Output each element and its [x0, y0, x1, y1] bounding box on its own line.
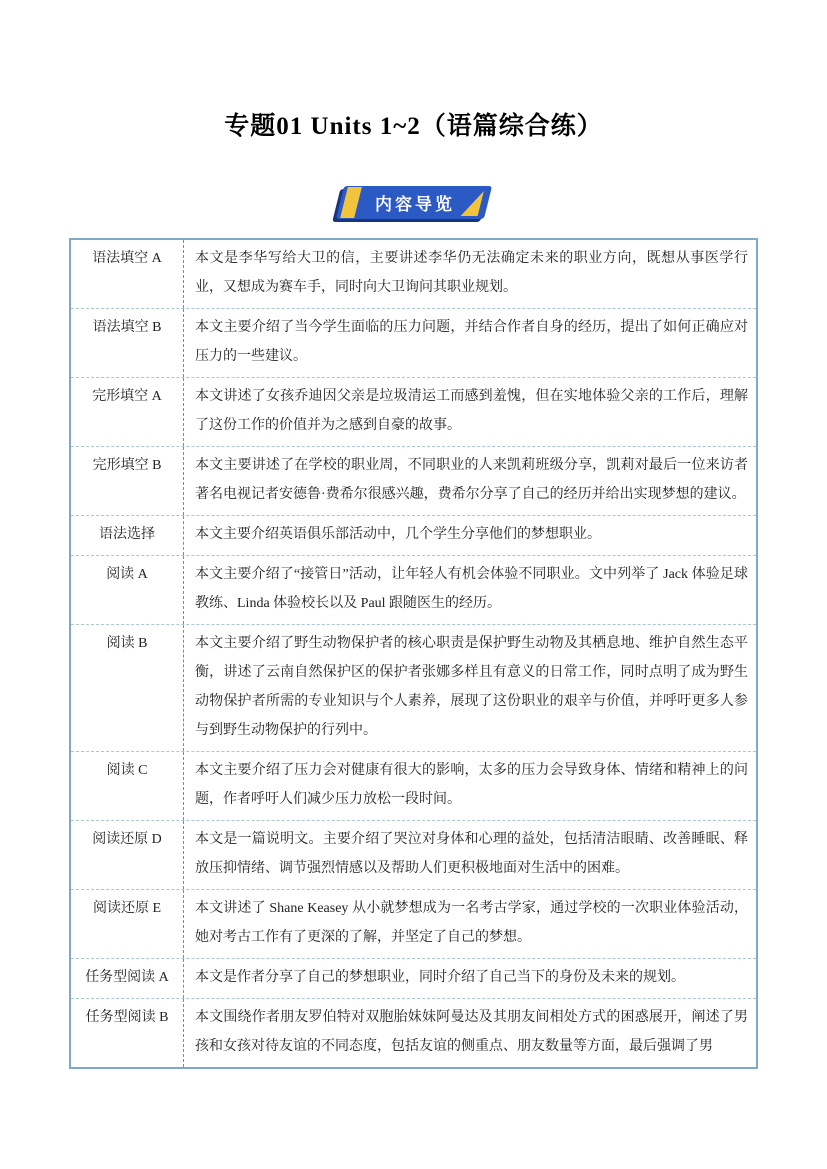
row-summary: 本文主要介绍了野生动物保护者的核心职责是保护野生动物及其栖息地、维护自然生态平衡，讲述了云南自然保护区的保护者张娜多样且有意义的日常工作，同时点明了成为野生动物保护者所需的专业知识与个人素养，展现了这份职业的艰辛与价值，并呼吁更多人参与到野生动物保护的行列中。 [195, 636, 748, 738]
content-guide-banner [340, 186, 488, 219]
table-row [71, 625, 756, 752]
row-label: 阅读还原 D [71, 821, 184, 889]
table-row [71, 999, 756, 1067]
content-overview-table [69, 238, 758, 1069]
row-label: 语法填空 A [71, 240, 184, 308]
table-row [71, 959, 756, 999]
row-label: 阅读还原 E [71, 890, 184, 958]
row-summary: 本文主要讲述了在学校的职业周，不同职业的人来凯莉班级分享，凯莉对最后一位来访者著名电视记者安德鲁·费希尔很感兴趣，费希尔分享了自己的经历并给出实现梦想的建议。 [195, 458, 748, 502]
banner-label: 内容导览 [375, 195, 455, 214]
row-summary: 本文主要介绍了当今学生面临的压力问题，并结合作者自身的经历，提出了如何正确应对压力的一些建议。 [195, 320, 748, 364]
row-label: 阅读 C [71, 752, 184, 820]
row-label: 完形填空 B [71, 447, 184, 515]
table-row [71, 890, 756, 959]
row-label: 阅读 A [71, 556, 184, 624]
table-row [71, 821, 756, 890]
row-summary: 本文讲述了女孩乔迪因父亲是垃圾清运工而感到羞愧，但在实地体验父亲的工作后，理解了这份工作的价值并为之感到自豪的故事。 [195, 389, 748, 433]
row-label: 任务型阅读 B [71, 999, 184, 1067]
row-summary: 本文围绕作者朋友罗伯特对双胞胎妹妹阿曼达及其朋友间相处方式的困惑展开，阐述了男孩和女孩对待友谊的不同态度，包括友谊的侧重点、朋友数量等方面，最后强调了男 [195, 1010, 748, 1054]
table-row [71, 378, 756, 447]
row-label: 语法选择 [71, 516, 184, 555]
row-label: 阅读 B [71, 625, 184, 751]
table-row [71, 752, 756, 821]
table-row [71, 309, 756, 378]
row-summary: 本文讲述了 Shane Keasey 从小就梦想成为一名考古学家，通过学校的一次职业体验活动，她对考古工作有了更深的了解，并坚定了自己的梦想。 [195, 901, 748, 945]
row-summary: 本文是一篇说明文。主要介绍了哭泣对身体和心理的益处，包括清洁眼睛、改善睡眠、释放压抑情绪、调节强烈情感以及帮助人们更积极地面对生活中的困难。 [195, 832, 748, 876]
row-summary: 本文主要介绍了压力会对健康有很大的影响，太多的压力会导致身体、情绪和精神上的问题，作者呼吁人们减少压力放松一段时间。 [195, 763, 748, 807]
table-row [71, 516, 756, 556]
table-row [71, 556, 756, 625]
row-label: 任务型阅读 A [71, 959, 184, 998]
row-label: 完形填空 A [71, 378, 184, 446]
row-summary: 本文是李华写给大卫的信，主要讲述李华仍无法确定未来的职业方向，既想从事医学行业，又想成为赛车手，同时向大卫询问其职业规划。 [195, 251, 748, 295]
page-title: 专题01 Units 1~2（语篇综合练） [224, 113, 603, 140]
row-summary: 本文主要介绍了“接管日”活动，让年轻人有机会体验不同职业。文中列举了 Jack 体验足球教练、Linda 体验校长以及 Paul 跟随医生的经历。 [195, 567, 748, 611]
row-label: 语法填空 B [71, 309, 184, 377]
table-row [71, 240, 756, 309]
table-row [71, 447, 756, 516]
row-summary: 本文是作者分享了自己的梦想职业，同时介绍了自己当下的身份及未来的规划。 [195, 970, 685, 985]
row-summary: 本文主要介绍英语俱乐部活动中，几个学生分享他们的梦想职业。 [195, 527, 601, 542]
